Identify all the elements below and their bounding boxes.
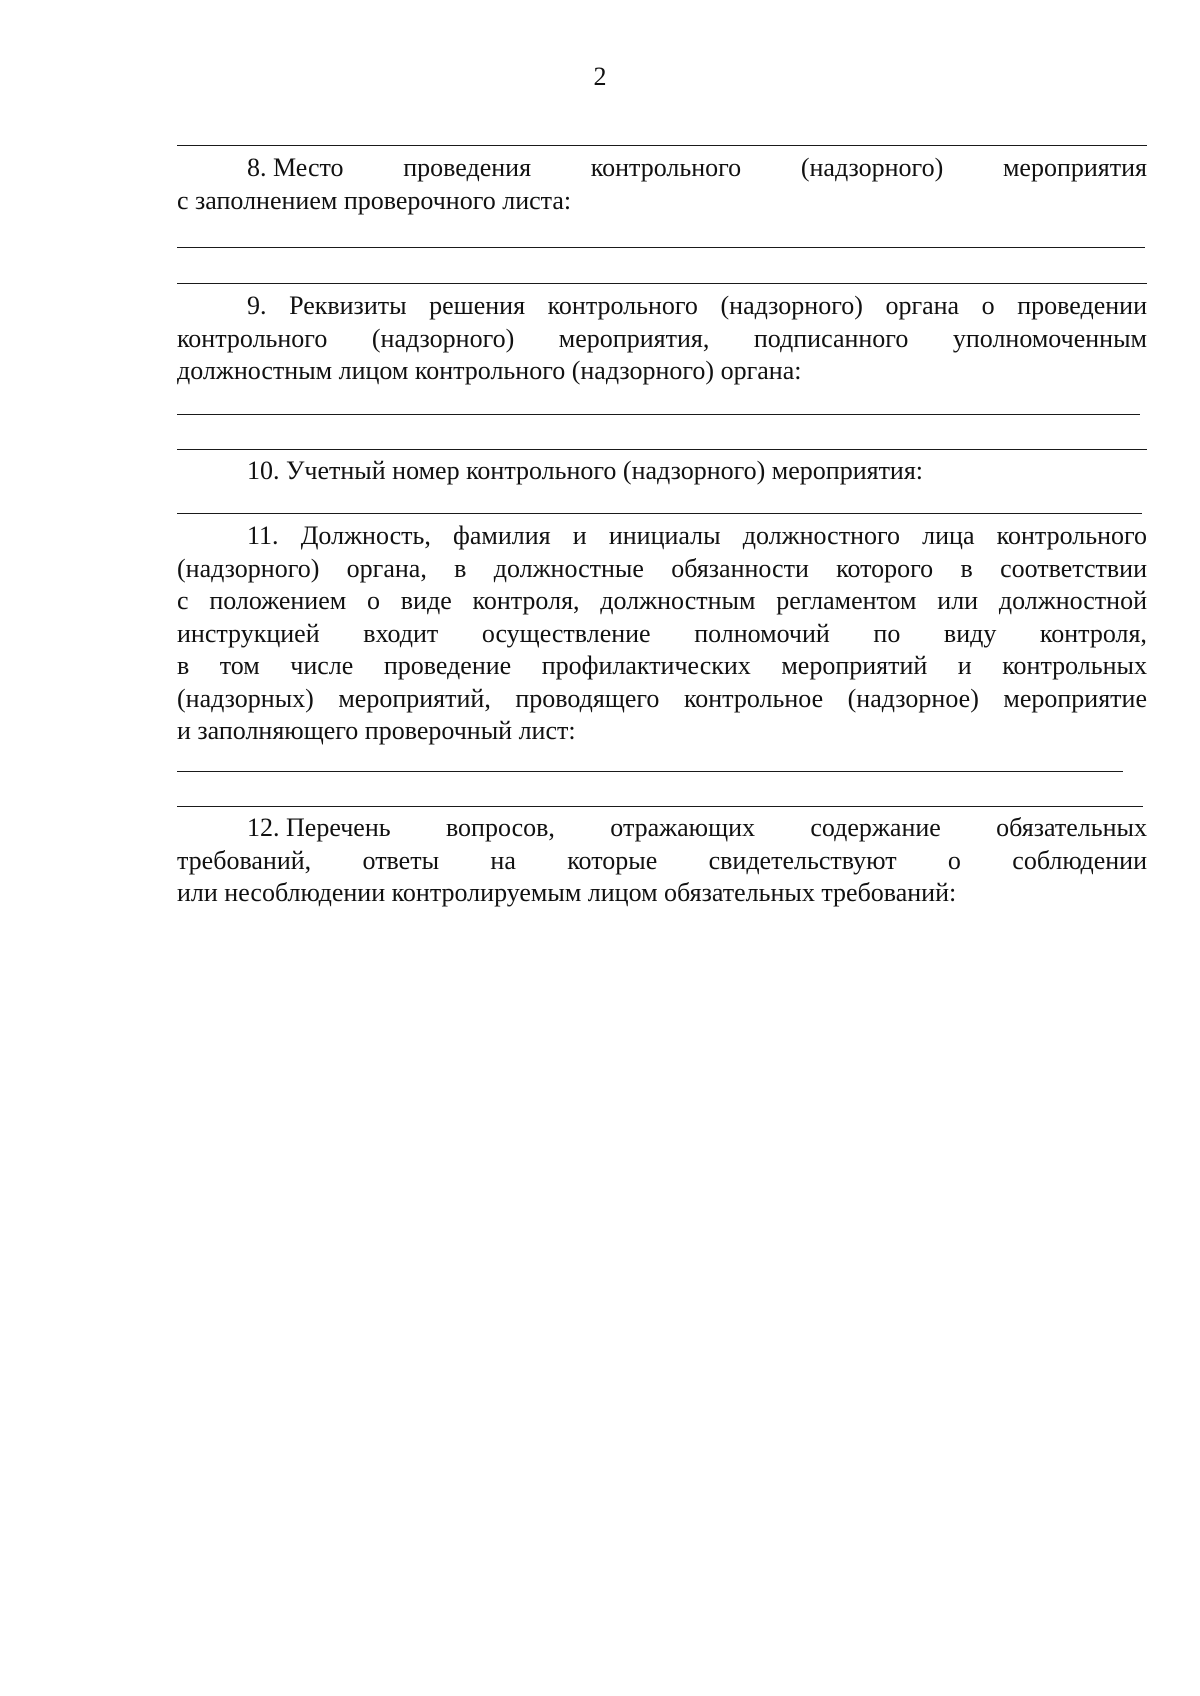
item-11-word: осуществление bbox=[481, 618, 651, 648]
item-11 bbox=[177, 520, 1147, 748]
item-12 bbox=[177, 812, 1147, 910]
item-11-word: полномочий bbox=[694, 618, 830, 648]
item-9-word: мероприятия, bbox=[558, 323, 710, 353]
item-8-word: мероприятия bbox=[1002, 153, 1147, 182]
item-12-word: свидетельствуют bbox=[708, 845, 897, 875]
item-12-word: вопросов, bbox=[445, 813, 555, 842]
fill-in-line[interactable] bbox=[177, 414, 1140, 415]
fill-in-line[interactable] bbox=[177, 771, 1123, 772]
item-9-word: (надзорного) bbox=[371, 323, 515, 353]
item-11-line-4 bbox=[177, 618, 1147, 651]
item-12-word: требований, bbox=[177, 845, 312, 875]
item-11-line-1: 11. Должность, фамилия и инициалы должностного лица контрольного bbox=[247, 521, 1147, 550]
item-8-word: проведения bbox=[403, 153, 532, 182]
item-12-word: соблюдении bbox=[1012, 845, 1147, 875]
item-12-word: 12. Перечень bbox=[247, 813, 391, 842]
item-12-line-2 bbox=[177, 845, 1147, 878]
item-8-word: контрольного bbox=[590, 153, 742, 182]
blank-line bbox=[177, 145, 1147, 146]
item-11-line-3: с положением о виде контроля, должностным регламентом или должностной bbox=[177, 586, 1147, 615]
item-12-line-1 bbox=[177, 812, 1147, 845]
page-number: 2 bbox=[593, 62, 607, 91]
item-11-word: инструкцией bbox=[177, 618, 320, 648]
item-11-line-6: (надзорных) мероприятий, проводящего контрольное (надзорное) мероприятие bbox=[177, 683, 1147, 713]
item-12-word: обязательных bbox=[996, 813, 1147, 842]
item-12-word: которые bbox=[567, 845, 658, 875]
fill-in-line[interactable] bbox=[177, 283, 1147, 284]
item-8-line-1 bbox=[177, 152, 1147, 185]
item-9-word: контрольного bbox=[177, 323, 328, 353]
fill-in-line[interactable] bbox=[177, 449, 1147, 450]
fill-in-line[interactable] bbox=[177, 247, 1145, 248]
item-9-word: уполномоченным bbox=[952, 323, 1147, 353]
item-9-line-3: должностным лицом контрольного (надзорного) органа: bbox=[177, 356, 802, 385]
item-8-line-2: с заполнением проверочного листа: bbox=[177, 185, 572, 215]
item-11-line-2: (надзорного) органа, в должностные обязанности которого в соответствии bbox=[177, 553, 1147, 583]
item-10-line-1: 10. Учетный номер контрольного (надзорного) мероприятия: bbox=[247, 456, 924, 485]
item-12-word: о bbox=[947, 845, 961, 875]
item-9-word: подписанного bbox=[753, 323, 909, 353]
item-11-word: по bbox=[873, 618, 901, 648]
item-11-word: входит bbox=[363, 618, 439, 648]
item-12-word: ответы bbox=[362, 845, 440, 875]
item-12-word: содержание bbox=[810, 813, 941, 842]
fill-in-line[interactable] bbox=[177, 806, 1143, 807]
item-8 bbox=[177, 152, 1147, 217]
item-9-line-2 bbox=[177, 323, 1147, 356]
item-9-line-1: 9. Реквизиты решения контрольного (надзорного) органа о проведении bbox=[247, 291, 1147, 320]
item-10 bbox=[177, 455, 1147, 488]
item-12-word: на bbox=[490, 845, 516, 875]
item-12-line-3: или несоблюдении контролируемым лицом обязательных требований: bbox=[177, 878, 957, 907]
item-11-word: виду bbox=[943, 618, 997, 648]
item-11-line-5: в том числе проведение профилактических мероприятий и контрольных bbox=[177, 651, 1147, 680]
item-11-line-7: и заполняющего проверочный лист: bbox=[177, 716, 576, 745]
item-11-word: контроля, bbox=[1039, 618, 1147, 648]
item-8-word: 8. Место bbox=[247, 153, 344, 182]
item-12-word: отражающих bbox=[610, 813, 756, 842]
item-9 bbox=[177, 290, 1147, 388]
item-8-word: (надзорного) bbox=[800, 153, 944, 182]
fill-in-line[interactable] bbox=[177, 513, 1142, 514]
